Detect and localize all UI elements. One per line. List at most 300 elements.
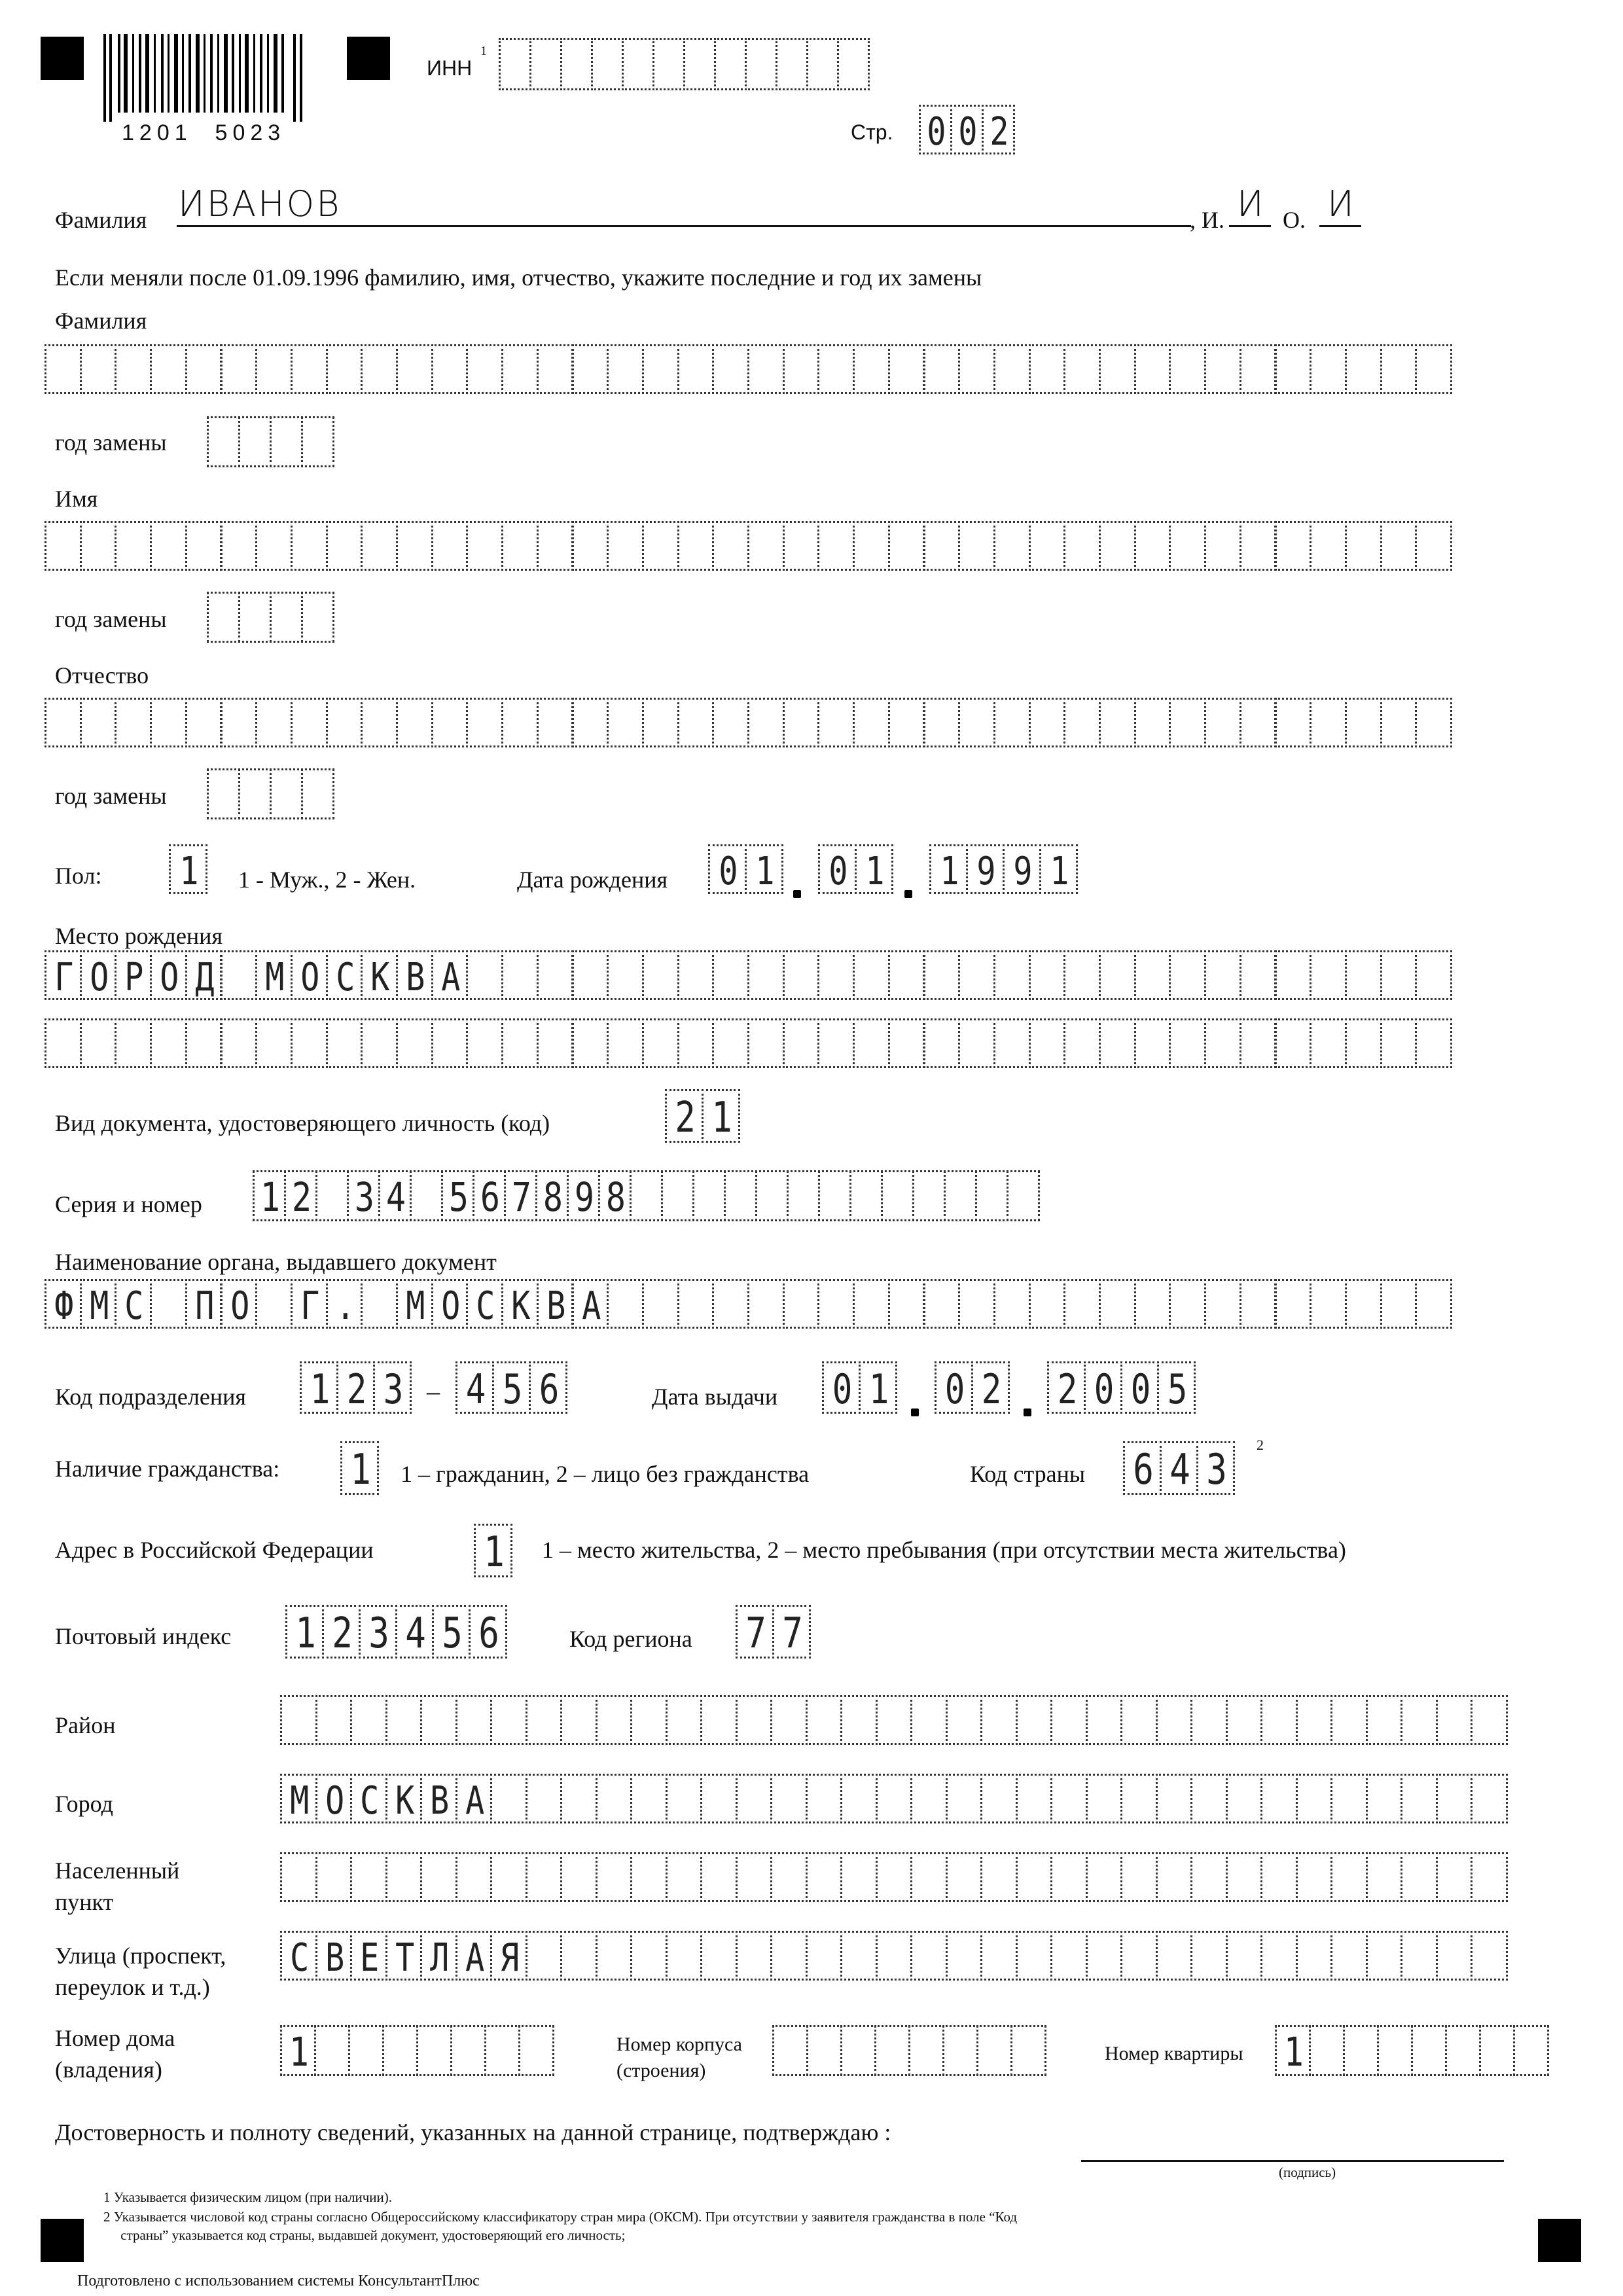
changed-name-field-cell[interactable] <box>572 521 609 571</box>
changed-surname-field-cell[interactable] <box>396 344 433 394</box>
inn-field-cell[interactable] <box>683 38 716 90</box>
birth-place-field-line2-cell[interactable] <box>1240 1018 1277 1068</box>
zip-field-cell[interactable] <box>395 1605 434 1659</box>
building-field-cell[interactable] <box>840 2025 876 2076</box>
doc-series-field-cell[interactable] <box>315 1170 349 1221</box>
issue-month-field[interactable] <box>935 1361 1008 1414</box>
doc-series-field-cell[interactable] <box>724 1170 757 1221</box>
locality-field-cell[interactable] <box>455 1852 493 1902</box>
birth-place-field-line2-cell[interactable] <box>431 1018 469 1068</box>
doc-issuer-field-cell[interactable] <box>607 1279 644 1329</box>
city-field-cell[interactable] <box>1330 1774 1368 1823</box>
birth-place-field-line2-cell[interactable] <box>115 1018 152 1068</box>
inn-field-cell[interactable] <box>837 38 870 90</box>
flat-field-cell[interactable] <box>1445 2025 1481 2076</box>
changed-patronymic-field-cell[interactable] <box>1063 698 1101 747</box>
locality-field[interactable] <box>280 1852 1506 1902</box>
changed-patronymic-field-cell[interactable] <box>185 698 223 747</box>
doc-issuer-field-cell[interactable] <box>1134 1279 1171 1329</box>
changed-patronymic-field-cell[interactable] <box>677 698 715 747</box>
birth-place-field-cell[interactable] <box>1099 950 1136 1000</box>
changed-surname-field[interactable] <box>45 344 1450 394</box>
inn-field-cell[interactable] <box>560 38 593 90</box>
changed-surname-field-cell[interactable] <box>255 344 293 394</box>
flat-field-cell[interactable] <box>1377 2025 1413 2076</box>
birth-month-field-cell[interactable] <box>818 844 857 894</box>
birth-place-field-cell[interactable] <box>712 950 749 1000</box>
surname-change-year-field-cell[interactable] <box>207 416 240 467</box>
changed-patronymic-field-cell[interactable] <box>221 698 258 747</box>
street-field-cell[interactable] <box>876 1931 913 1981</box>
surname-value[interactable]: ИВАНОВ <box>178 183 342 224</box>
changed-name-field-cell[interactable] <box>537 521 574 571</box>
doc-issuer-field-cell[interactable] <box>958 1279 995 1329</box>
birth-place-field-line2-cell[interactable] <box>642 1018 679 1068</box>
birth-place-field-line2-cell[interactable] <box>80 1018 117 1068</box>
doc-issuer-field-cell[interactable] <box>677 1279 715 1329</box>
street-field-cell[interactable] <box>630 1931 668 1981</box>
doc-issuer-field-cell[interactable] <box>1029 1279 1066 1329</box>
surname-change-year-field-cell[interactable] <box>270 416 303 467</box>
city-field-cell[interactable] <box>980 1774 1018 1823</box>
building-field-cell[interactable] <box>772 2025 808 2076</box>
changed-patronymic-field-cell[interactable] <box>572 698 609 747</box>
district-field-cell[interactable] <box>280 1695 317 1745</box>
locality-field-cell[interactable] <box>1016 1852 1053 1902</box>
zip-field-cell[interactable] <box>359 1605 397 1659</box>
surname-change-year-field-cell[interactable] <box>238 416 272 467</box>
changed-surname-field-cell[interactable] <box>1345 344 1382 394</box>
changed-patronymic-field-cell[interactable] <box>642 698 679 747</box>
birth-place-field-cell[interactable] <box>642 950 679 1000</box>
house-field-cell[interactable] <box>348 2025 384 2076</box>
doc-issuer-field-cell[interactable] <box>326 1279 363 1329</box>
inn-field-cell[interactable] <box>591 38 624 90</box>
birth-place-field-line2-cell[interactable] <box>607 1018 644 1068</box>
changed-name-field-cell[interactable] <box>677 521 715 571</box>
changed-name-field-cell[interactable] <box>45 521 82 571</box>
locality-field-cell[interactable] <box>490 1852 527 1902</box>
initial-o-value[interactable]: И <box>1327 183 1354 224</box>
street-field-cell[interactable] <box>1436 1931 1473 1981</box>
changed-surname-field-cell[interactable] <box>537 344 574 394</box>
doc-series-field-cell[interactable] <box>944 1170 977 1221</box>
surname-change-year-field[interactable] <box>207 416 332 467</box>
changed-surname-field-cell[interactable] <box>642 344 679 394</box>
flat-field-cell[interactable] <box>1309 2025 1345 2076</box>
changed-patronymic-field-cell[interactable] <box>1099 698 1136 747</box>
birth-place-field-cell[interactable] <box>396 950 433 1000</box>
street-field-cell[interactable] <box>560 1931 597 1981</box>
dept-code-part2-field-cell[interactable] <box>492 1361 531 1414</box>
district-field-cell[interactable] <box>736 1695 773 1745</box>
city-field-cell[interactable] <box>1471 1774 1508 1823</box>
locality-field-cell[interactable] <box>1400 1852 1438 1902</box>
doc-issuer-field-cell[interactable] <box>80 1279 117 1329</box>
inn-field[interactable] <box>499 38 868 90</box>
street-field-cell[interactable] <box>1016 1931 1053 1981</box>
changed-patronymic-field-cell[interactable] <box>80 698 117 747</box>
street-field-cell[interactable] <box>770 1931 808 1981</box>
birth-place-field-line2-cell[interactable] <box>888 1018 925 1068</box>
district-field-cell[interactable] <box>1120 1695 1158 1745</box>
flat-field-cell[interactable] <box>1275 2025 1311 2076</box>
birth-place-field-cell[interactable] <box>853 950 890 1000</box>
doc-issuer-field-cell[interactable] <box>255 1279 293 1329</box>
locality-field-cell[interactable] <box>420 1852 457 1902</box>
city-field-cell[interactable] <box>946 1774 983 1823</box>
birth-place-field-line2-cell[interactable] <box>1134 1018 1171 1068</box>
birth-place-field-cell[interactable] <box>115 950 152 1000</box>
doc-type-field-cell[interactable] <box>665 1089 704 1143</box>
changed-surname-field-cell[interactable] <box>1099 344 1136 394</box>
house-field-cell[interactable] <box>280 2025 316 2076</box>
inn-field-cell[interactable] <box>652 38 685 90</box>
locality-field-cell[interactable] <box>666 1852 703 1902</box>
address-type-field-cell[interactable] <box>474 1524 512 1577</box>
city-field-cell[interactable] <box>1016 1774 1053 1823</box>
signature-line[interactable] <box>1081 2160 1504 2162</box>
city-field-cell[interactable] <box>1260 1774 1298 1823</box>
birth-place-field-cell[interactable] <box>431 950 469 1000</box>
district-field-cell[interactable] <box>700 1695 738 1745</box>
district-field-cell[interactable] <box>666 1695 703 1745</box>
district-field-cell[interactable] <box>420 1695 457 1745</box>
page-number-field[interactable] <box>919 105 1013 154</box>
street-field-cell[interactable] <box>1330 1931 1368 1981</box>
changed-surname-field-cell[interactable] <box>1134 344 1171 394</box>
changed-patronymic-field-cell[interactable] <box>1240 698 1277 747</box>
changed-patronymic-field-cell[interactable] <box>501 698 539 747</box>
changed-name-field-cell[interactable] <box>1029 521 1066 571</box>
building-field-cell[interactable] <box>942 2025 978 2076</box>
street-field-cell[interactable] <box>420 1931 457 1981</box>
street-field-cell[interactable] <box>350 1931 387 1981</box>
birth-place-field-line2-cell[interactable] <box>958 1018 995 1068</box>
street-field-cell[interactable] <box>1120 1931 1158 1981</box>
doc-issuer-field-cell[interactable] <box>923 1279 961 1329</box>
changed-surname-field-cell[interactable] <box>607 344 644 394</box>
dept-code-part1-field-cell[interactable] <box>336 1361 375 1414</box>
zip-field-cell[interactable] <box>469 1605 507 1659</box>
street-field-cell[interactable] <box>910 1931 948 1981</box>
changed-patronymic-field-cell[interactable] <box>326 698 363 747</box>
street-field-cell[interactable] <box>1226 1931 1263 1981</box>
birth-place-field-cell[interactable] <box>501 950 539 1000</box>
birth-place-field-line2-cell[interactable] <box>1345 1018 1382 1068</box>
city-field-cell[interactable] <box>1050 1774 1088 1823</box>
doc-series-field-cell[interactable] <box>535 1170 569 1221</box>
house-field-cell[interactable] <box>518 2025 554 2076</box>
birth-place-field-cell[interactable] <box>1204 950 1241 1000</box>
locality-field-cell[interactable] <box>1366 1852 1403 1902</box>
street-field-cell[interactable] <box>1400 1931 1438 1981</box>
changed-patronymic-field-cell[interactable] <box>255 698 293 747</box>
doc-issuer-field-cell[interactable] <box>747 1279 785 1329</box>
district-field-cell[interactable] <box>350 1695 387 1745</box>
changed-patronymic-field-cell[interactable] <box>150 698 187 747</box>
doc-issuer-field-cell[interactable] <box>853 1279 890 1329</box>
changed-surname-field-cell[interactable] <box>1415 344 1452 394</box>
inn-field-cell[interactable] <box>745 38 777 90</box>
surname-change-year-field-cell[interactable] <box>301 416 334 467</box>
birth-place-field-line2-cell[interactable] <box>923 1018 961 1068</box>
locality-field-cell[interactable] <box>1330 1852 1368 1902</box>
changed-patronymic-field-cell[interactable] <box>993 698 1031 747</box>
changed-surname-field-cell[interactable] <box>431 344 469 394</box>
district-field-cell[interactable] <box>1330 1695 1368 1745</box>
changed-surname-field-cell[interactable] <box>817 344 855 394</box>
changed-name-field[interactable] <box>45 521 1450 571</box>
birth-place-field-line2-cell[interactable] <box>185 1018 223 1068</box>
dept-code-part2-field[interactable] <box>455 1361 565 1414</box>
birth-place-field-cell[interactable] <box>1063 950 1101 1000</box>
changed-name-field-cell[interactable] <box>1275 521 1312 571</box>
changed-surname-field-cell[interactable] <box>923 344 961 394</box>
changed-name-field-cell[interactable] <box>255 521 293 571</box>
flat-field-cell[interactable] <box>1343 2025 1379 2076</box>
doc-series-field-cell[interactable] <box>692 1170 726 1221</box>
locality-field-cell[interactable] <box>1050 1852 1088 1902</box>
locality-field-cell[interactable] <box>1296 1852 1333 1902</box>
birth-place-field-cell[interactable] <box>1275 950 1312 1000</box>
issue-year-field-cell[interactable] <box>1084 1361 1122 1414</box>
doc-issuer-field-cell[interactable] <box>783 1279 820 1329</box>
changed-patronymic-field-cell[interactable] <box>537 698 574 747</box>
inn-field-cell[interactable] <box>776 38 808 90</box>
doc-series-field-cell[interactable] <box>253 1170 286 1221</box>
city-field-cell[interactable] <box>385 1774 423 1823</box>
doc-issuer-field-cell[interactable] <box>1240 1279 1277 1329</box>
birth-place-field-line2-cell[interactable] <box>396 1018 433 1068</box>
patronymic-change-year-field-cell[interactable] <box>238 768 272 819</box>
inn-field-cell[interactable] <box>622 38 654 90</box>
region-field[interactable] <box>736 1605 809 1659</box>
changed-patronymic-field-cell[interactable] <box>115 698 152 747</box>
district-field-cell[interactable] <box>1086 1695 1123 1745</box>
birth-place-field-cell[interactable] <box>326 950 363 1000</box>
city-field-cell[interactable] <box>1120 1774 1158 1823</box>
birth-place-field-cell[interactable] <box>221 950 258 1000</box>
doc-series-field-cell[interactable] <box>347 1170 380 1221</box>
city-field[interactable] <box>280 1774 1506 1823</box>
birth-day-field-cell[interactable] <box>708 844 747 894</box>
city-field-cell[interactable] <box>596 1774 633 1823</box>
birth-place-field-cell[interactable] <box>255 950 293 1000</box>
issue-month-field-cell[interactable] <box>971 1361 1010 1414</box>
flat-field-cell[interactable] <box>1411 2025 1447 2076</box>
city-field-cell[interactable] <box>1086 1774 1123 1823</box>
birth-place-field-line2-cell[interactable] <box>783 1018 820 1068</box>
changed-patronymic-field-cell[interactable] <box>466 698 503 747</box>
country-code-field-cell[interactable] <box>1160 1441 1198 1495</box>
changed-name-field-cell[interactable] <box>1169 521 1206 571</box>
changed-surname-field-cell[interactable] <box>888 344 925 394</box>
locality-field-cell[interactable] <box>980 1852 1018 1902</box>
birth-place-field-line2-cell[interactable] <box>361 1018 398 1068</box>
birth-day-field-cell[interactable] <box>745 844 783 894</box>
birth-place-field-line2-cell[interactable] <box>1029 1018 1066 1068</box>
city-field-cell[interactable] <box>666 1774 703 1823</box>
birth-place-field-cell[interactable] <box>1029 950 1066 1000</box>
building-field[interactable] <box>772 2025 1044 2076</box>
birth-place-field-line2-cell[interactable] <box>45 1018 82 1068</box>
birth-place-field-cell[interactable] <box>185 950 223 1000</box>
changed-surname-field-cell[interactable] <box>712 344 749 394</box>
district-field-cell[interactable] <box>1156 1695 1193 1745</box>
birth-place-field-cell[interactable] <box>677 950 715 1000</box>
changed-name-field-cell[interactable] <box>817 521 855 571</box>
region-field-cell[interactable] <box>772 1605 811 1659</box>
changed-name-field-cell[interactable] <box>747 521 785 571</box>
changed-patronymic-field-cell[interactable] <box>853 698 890 747</box>
birth-place-field-line2-cell[interactable] <box>817 1018 855 1068</box>
city-field-cell[interactable] <box>876 1774 913 1823</box>
changed-name-field-cell[interactable] <box>712 521 749 571</box>
doc-series-field-cell[interactable] <box>378 1170 412 1221</box>
doc-issuer-field-cell[interactable] <box>1063 1279 1101 1329</box>
district-field-cell[interactable] <box>385 1695 423 1745</box>
doc-series-field-cell[interactable] <box>473 1170 506 1221</box>
birth-place-field-line2-cell[interactable] <box>1099 1018 1136 1068</box>
changed-surname-field-cell[interactable] <box>1240 344 1277 394</box>
locality-field-cell[interactable] <box>946 1852 983 1902</box>
changed-name-field-cell[interactable] <box>1240 521 1277 571</box>
doc-issuer-field-cell[interactable] <box>185 1279 223 1329</box>
city-field-cell[interactable] <box>526 1774 563 1823</box>
locality-field-cell[interactable] <box>700 1852 738 1902</box>
changed-name-field-cell[interactable] <box>466 521 503 571</box>
flat-field-cell[interactable] <box>1479 2025 1515 2076</box>
locality-field-cell[interactable] <box>910 1852 948 1902</box>
birth-place-field-cell[interactable] <box>537 950 574 1000</box>
house-field[interactable] <box>280 2025 552 2076</box>
district-field-cell[interactable] <box>876 1695 913 1745</box>
city-field-cell[interactable] <box>630 1774 668 1823</box>
changed-name-field-cell[interactable] <box>1204 521 1241 571</box>
locality-field-cell[interactable] <box>876 1852 913 1902</box>
zip-field-cell[interactable] <box>285 1605 324 1659</box>
birth-place-field-line2-cell[interactable] <box>326 1018 363 1068</box>
street-field-cell[interactable] <box>736 1931 773 1981</box>
street-field-cell[interactable] <box>280 1931 317 1981</box>
changed-patronymic-field-cell[interactable] <box>747 698 785 747</box>
changed-name-field-cell[interactable] <box>1380 521 1418 571</box>
changed-patronymic-field-cell[interactable] <box>958 698 995 747</box>
changed-name-field-cell[interactable] <box>150 521 187 571</box>
country-code-field[interactable] <box>1123 1441 1233 1495</box>
locality-field-cell[interactable] <box>385 1852 423 1902</box>
birth-year-field-cell[interactable] <box>1039 844 1078 894</box>
birth-place-field-cell[interactable] <box>45 950 82 1000</box>
street-field-cell[interactable] <box>1296 1931 1333 1981</box>
city-field-cell[interactable] <box>1190 1774 1228 1823</box>
changed-surname-field-cell[interactable] <box>1169 344 1206 394</box>
gender-field-cell[interactable] <box>169 844 207 894</box>
birth-month-field-cell[interactable] <box>855 844 893 894</box>
locality-field-cell[interactable] <box>840 1852 878 1902</box>
district-field-cell[interactable] <box>1016 1695 1053 1745</box>
changed-patronymic-field-cell[interactable] <box>1310 698 1347 747</box>
street-field-cell[interactable] <box>700 1931 738 1981</box>
birth-place-field-cell[interactable] <box>1240 950 1277 1000</box>
city-field-cell[interactable] <box>1226 1774 1263 1823</box>
birth-day-field[interactable] <box>708 844 781 894</box>
changed-surname-field-cell[interactable] <box>1275 344 1312 394</box>
changed-name-field-cell[interactable] <box>923 521 961 571</box>
street-field-cell[interactable] <box>1471 1931 1508 1981</box>
street-field-cell[interactable] <box>1156 1931 1193 1981</box>
city-field-cell[interactable] <box>736 1774 773 1823</box>
doc-issuer-field-cell[interactable] <box>537 1279 574 1329</box>
changed-surname-field-cell[interactable] <box>783 344 820 394</box>
street-field-cell[interactable] <box>980 1931 1018 1981</box>
changed-patronymic-field-cell[interactable] <box>888 698 925 747</box>
page-number-field-cell[interactable] <box>982 105 1015 154</box>
district-field-cell[interactable] <box>1471 1695 1508 1745</box>
changed-name-field-cell[interactable] <box>1134 521 1171 571</box>
house-field-cell[interactable] <box>314 2025 350 2076</box>
doc-issuer-field-cell[interactable] <box>431 1279 469 1329</box>
address-type-field[interactable] <box>474 1524 510 1577</box>
patronymic-change-year-field[interactable] <box>207 768 332 819</box>
birth-place-field-line2[interactable] <box>45 1018 1450 1068</box>
birth-place-field-cell[interactable] <box>361 950 398 1000</box>
changed-patronymic-field-cell[interactable] <box>712 698 749 747</box>
doc-series-field-cell[interactable] <box>598 1170 632 1221</box>
changed-patronymic-field-cell[interactable] <box>1134 698 1171 747</box>
page-number-field-cell[interactable] <box>919 105 952 154</box>
doc-issuer-field-cell[interactable] <box>501 1279 539 1329</box>
changed-patronymic-field-cell[interactable] <box>817 698 855 747</box>
doc-series-field-cell[interactable] <box>1007 1170 1040 1221</box>
changed-name-field-cell[interactable] <box>1345 521 1382 571</box>
changed-surname-field-cell[interactable] <box>115 344 152 394</box>
street-field-cell[interactable] <box>666 1931 703 1981</box>
changed-name-field-cell[interactable] <box>221 521 258 571</box>
name-change-year-field-cell[interactable] <box>301 592 334 643</box>
street-field-cell[interactable] <box>1086 1931 1123 1981</box>
birth-place-field-line2-cell[interactable] <box>993 1018 1031 1068</box>
birth-year-field-cell[interactable] <box>966 844 1005 894</box>
changed-surname-field-cell[interactable] <box>747 344 785 394</box>
issue-year-field-cell[interactable] <box>1157 1361 1196 1414</box>
doc-series-field-cell[interactable] <box>912 1170 946 1221</box>
changed-name-field-cell[interactable] <box>80 521 117 571</box>
issue-year-field-cell[interactable] <box>1047 1361 1086 1414</box>
street-field-cell[interactable] <box>806 1931 843 1981</box>
changed-surname-field-cell[interactable] <box>291 344 328 394</box>
changed-surname-field-cell[interactable] <box>1063 344 1101 394</box>
building-field-cell[interactable] <box>908 2025 944 2076</box>
city-field-cell[interactable] <box>280 1774 317 1823</box>
changed-patronymic-field-cell[interactable] <box>1380 698 1418 747</box>
changed-surname-field-cell[interactable] <box>1204 344 1241 394</box>
doc-issuer-field-cell[interactable] <box>1380 1279 1418 1329</box>
district-field-cell[interactable] <box>1190 1695 1228 1745</box>
doc-series-field-cell[interactable] <box>755 1170 789 1221</box>
doc-issuer-field-cell[interactable] <box>1099 1279 1136 1329</box>
birth-place-field-cell[interactable] <box>888 950 925 1000</box>
doc-series-field-cell[interactable] <box>410 1170 443 1221</box>
changed-name-field-cell[interactable] <box>993 521 1031 571</box>
district-field[interactable] <box>280 1695 1506 1745</box>
changed-name-field-cell[interactable] <box>396 521 433 571</box>
changed-surname-field-cell[interactable] <box>677 344 715 394</box>
changed-surname-field-cell[interactable] <box>150 344 187 394</box>
birth-place-field-cell[interactable] <box>1345 950 1382 1000</box>
district-field-cell[interactable] <box>1226 1695 1263 1745</box>
